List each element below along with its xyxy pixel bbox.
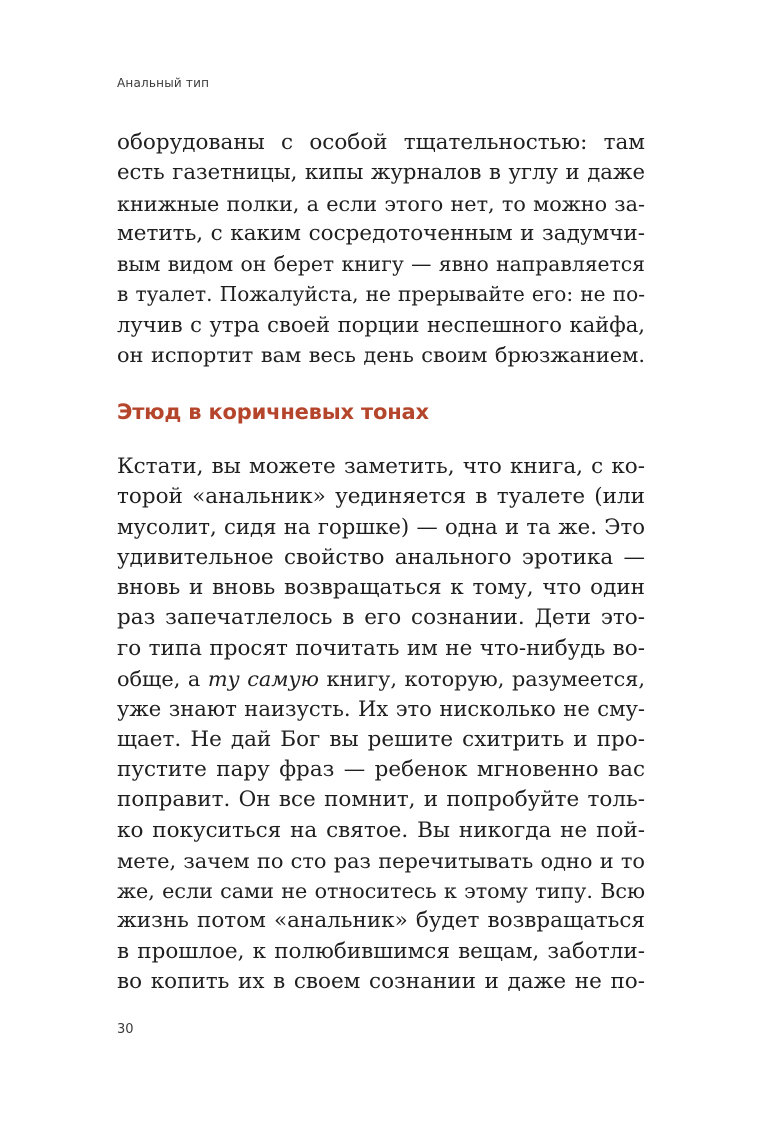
text-line: пустите пару фраз — ребенок мгновенно вас (117, 756, 645, 782)
section-heading: Этюд в коричневых тонах (117, 400, 429, 424)
text-segment: обще, а (117, 667, 208, 692)
text-line: в прошлое, к полюбившимся вещам, заботли- (117, 938, 645, 964)
text-line-with-emphasis (117, 664, 645, 694)
running-head: Анальный тип (117, 76, 210, 90)
text-line: мете, зачем по сто раз перечитывать одно и то (117, 848, 645, 873)
page-number: 30 (117, 1022, 134, 1037)
text-line: лучив с утра своей порции неспешного кайфа, (117, 311, 645, 337)
emphasis-text: ту самую (207, 667, 319, 692)
text-line: вым видом он берет книгу — явно направляется (117, 252, 645, 277)
text-line: есть газетницы, кипы журналов в углу и даже (117, 160, 645, 186)
text-line: оборудованы с особой тщательностью: там (117, 130, 645, 155)
text-line: он испортит вам весь день своим брюзжанием. (117, 343, 645, 368)
text-line: во копить их в своем сознании и даже не по- (117, 969, 645, 995)
text-line: метить, с каким сосредоточенным и задумчи- (117, 220, 645, 246)
text-line: же, если сами не относитесь к этому типу. Всю (117, 879, 645, 904)
text-line: уже знают наизусть. Их это нисколько не сму- (117, 696, 645, 722)
text-line: ко покуситься на святое. Вы никогда не пой- (117, 817, 645, 843)
text-line: торой «анальник» уединяется в туалете (или (117, 484, 645, 510)
text-line: раз запечатлелось в его сознании. Дети это- (117, 605, 645, 631)
text-line: жизнь потом «анальник» будет возвращаться (117, 908, 645, 934)
text-line: поправит. Он все помнит, и попробуйте толь- (117, 787, 645, 813)
paragraph-1 (117, 128, 645, 370)
text-line: книжные полки, а если этого нет, то можно за- (117, 191, 645, 216)
text-segment: книгу, которую, разумеется, (318, 667, 646, 692)
text-line: го типа просят почитать им не что-нибудь во- (117, 635, 645, 661)
text-line: щает. Не дай Бог вы решите схитрить и про- (117, 726, 645, 752)
text-line: Кстати, вы можете заметить, что книга, с ко- (117, 454, 645, 479)
text-line: удивительное свойство анального эротика — (117, 544, 645, 570)
text-line: в туалет. Пожалуйста, не прерывайте его: не по- (117, 282, 645, 307)
paragraph-2 (117, 452, 645, 997)
text-line: вновь и вновь возвращаться к тому, что один (117, 575, 645, 601)
text-line: мусолит, сидя на горшке) — одна и та же. Это (117, 514, 645, 540)
